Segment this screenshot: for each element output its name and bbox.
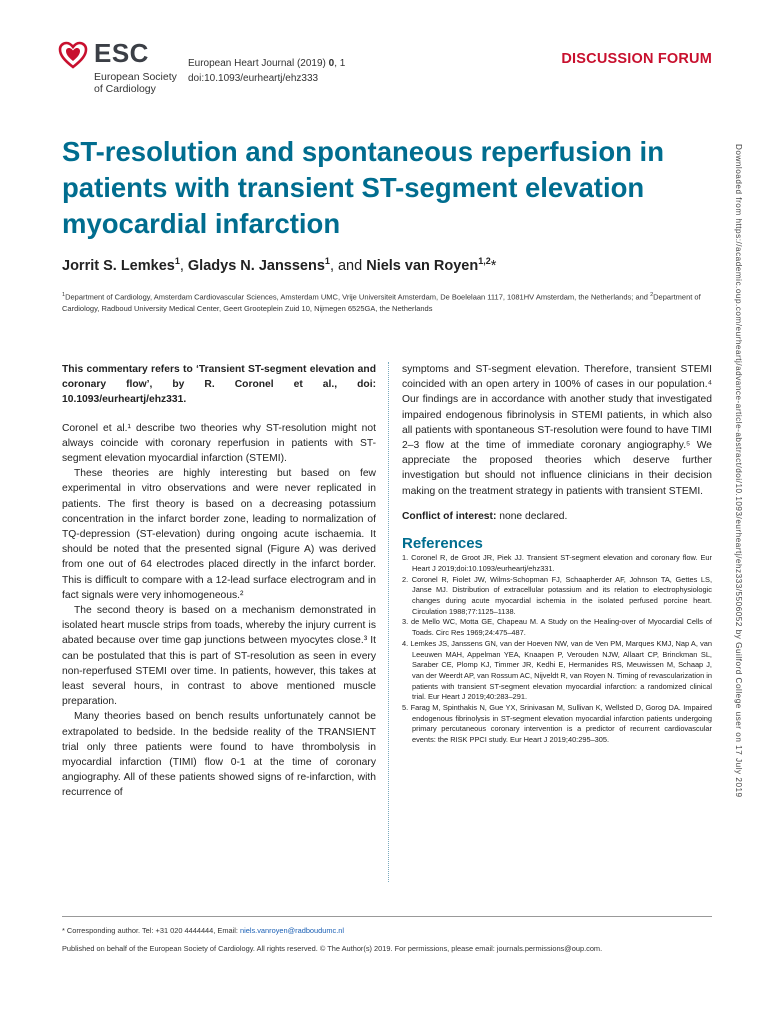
download-watermark: Downloaded from https://academic.oup.com/eurheartj/advance-article-abstract/doi/10.1093/eurheartj/ehz333/5506052 by Guilford College user on 17 July 2019	[734, 144, 743, 798]
author-name: Jorrit S. Lemkes	[62, 257, 175, 274]
author-name: Gladys N. Janssens	[187, 257, 325, 274]
logo-text: ESC	[94, 38, 149, 68]
body-paragraph: symptoms and ST-segment elevation. Therefore, transient STEMI coincided with an open artery in 100% of cases in our population.⁴ Our findings are in accordance with another study that investigated impaired endogenous fibrinolysis in STEMI patients, in which also all patients with spontaneous ST-resolution were found to have TIMI 2–3 flow at the time of immediate coronary angiography.⁵ We appreciate the proposed theories which deserve further investigation but should not influence clinicians in their decision making on the treatment strategy in patients with transient STEMI.	[402, 364, 712, 497]
logo-subtitle: European Society of Cardiology	[94, 71, 177, 95]
body-right-column	[402, 362, 712, 746]
reference-item: 1. Coronel R, de Groot JR, Piek JJ. Transient ST-segment elevation and coronary flow. Eur Heart J 2019;doi:10.1093/eurheartj/ehz331.	[402, 553, 712, 573]
reference-list	[402, 553, 712, 746]
corresponding-author: * Corresponding author. Tel: +31 020 4444444, Email: niels.vanroyen@radboudumc.nl	[62, 926, 345, 935]
reference-item: 4. Lemkes JS, Janssens GN, van der Hoeven NW, van de Ven PM, Marques KMJ, Nap A, van Leeuwen MAH, Appelman YEA, Knaapen P, Verouden NJW, Allaart CP, Brinckman SL, Saraber CE, Plomp KJ, Timmer JR, Kedhi E, Hermanides RS, Meuwissen M, Schaap J, van der Weerdt AP, van Rossum AC, Nijveldt R, van Royen N. Timing of revascularization in patients with transient ST-segment elevation myocardial infarction: a randomized clinical trial. Eur Heart J 2019;40:283–291.	[402, 638, 712, 702]
body-left-column	[62, 362, 376, 801]
journal-citation: European Heart Journal (2019) 0, 1 doi:10.1093/eurheartj/ehz333	[188, 58, 346, 84]
section-label: DISCUSSION FORUM	[561, 51, 712, 67]
reference-item: 2. Coronel R, Fiolet JW, Wilms-Schopman FJ, Schaapherder AF, Johnson TA, Gettes LS, Janse MJ. Distribution of extracellular potassium and its relation to electrophysiologic changes during acute myocardial ischemia in the isolated perfused porcine heart. Circulation 1988;77:1125–1138.	[402, 574, 712, 616]
reference-item: 3. de Mello WC, Motta GE, Chapeau M. A Study on the Healing-over of Myocardial Cells of Toads. Circ Res 1969;24:475–487.	[402, 617, 712, 638]
body-paragraph: These theories are highly interesting but based on few experimental in vitro observations and were never replicated in patients. The first theory is based on a decreasing potassium concentration in the infarct border zone, leading to normalization of TQ-depression (ST-elevation) during ongoing acute ischaemia. It should be noted that the presented signal (Figure A) was derived from one out of 64 electrodes placed directly in the infarct border. This is difficult to compare with a 12-lead surface electrogram and in fact signals were very inhomogeneous.²	[62, 468, 376, 601]
commentary-note: This commentary refers to ‘Transient ST-segment elevation and coronary flow’, by R. Coronel et al., doi: 10.1093/eurheartj/ehz331.	[62, 364, 376, 406]
footer-rule	[62, 916, 712, 917]
body-paragraph: The second theory is based on a mechanism demonstrated in isolated heart muscle strips from toads, whereby the injury current is abated because over time gap junctions between myocytes close.³ It can be postulated that this is part of ST-resolution as seen in every non-reperfused STEMI over time. In patients, however, this takes at least several hours, in contrast to above mentioned muscle preparation.	[62, 605, 376, 708]
affiliations: $^1$Department of Cardiology, Amsterdam Cardiovascular Sciences, Amsterdam UMC, Vrije Universiteit Amsterdam, De Boelelaan 1117, 1081HV Amsterdam, the Netherlands; and $^2$Department of Cardiology, Radboud University Medical Center, Geert Grooteplein Zuid 10, Nijmegen 6525GA, the Netherlands	[62, 292, 701, 313]
reference-item: 5. Farag M, Spinthakis N, Gue YX, Srinivasan M, Sullivan K, Wellsted D, Gorog DA. Impaired endogenous fibrinolysis in ST-segment elevation myocardial infarction patients undergoing primary percutaneous coronary intervention is a predictor of recurrent cardiovascular events: the RISK PPCI study. Eur Heart J 2019;40:295–305.	[402, 703, 712, 745]
body-paragraph: Coronel et al.¹ describe two theories why ST-resolution might not always coincide with coronary reperfusion in patients with ST-segment elevation myocardial infarction (STEMI).	[62, 422, 376, 465]
heart-logo-icon	[58, 40, 88, 70]
conflict-statement: Conflict of interest: none declared.	[402, 510, 568, 522]
doi-link[interactable]: doi:10.1093/eurheartj/ehz333	[188, 73, 319, 84]
publisher-note: Published on behalf of the European Society of Cardiology. All rights reserved. © The Author(s) 2019. For permissions, please email: journals.permissions@oup.com.	[62, 944, 603, 953]
column-divider	[388, 362, 389, 882]
author-email-link[interactable]: niels.vanroyen@radboudumc.nl	[239, 926, 345, 935]
body-paragraph: Many theories based on bench results unfortunately cannot be extrapolated to bedside. In the bedside reality of the TRANSIENT trial only three patients were found to have thrombolysis in myocardial infarction (TIMI) flow 0-1 at the time of coronary angiography. All of these patients showed signs of re-infarction, with recurrence of	[62, 711, 376, 799]
author-list: Jorrit S. Lemkes$^1$, Gladys N. Janssens$^1$, and Niels van Royen$^{1,2}$*	[62, 256, 497, 274]
references-heading: References	[402, 535, 483, 553]
esc-logo	[58, 38, 188, 98]
author-name: Niels van Royen	[366, 257, 479, 274]
article-title: ST-resolution and spontaneous reperfusion in patients with transient ST-segment elevation myocardial infarction	[62, 136, 664, 239]
